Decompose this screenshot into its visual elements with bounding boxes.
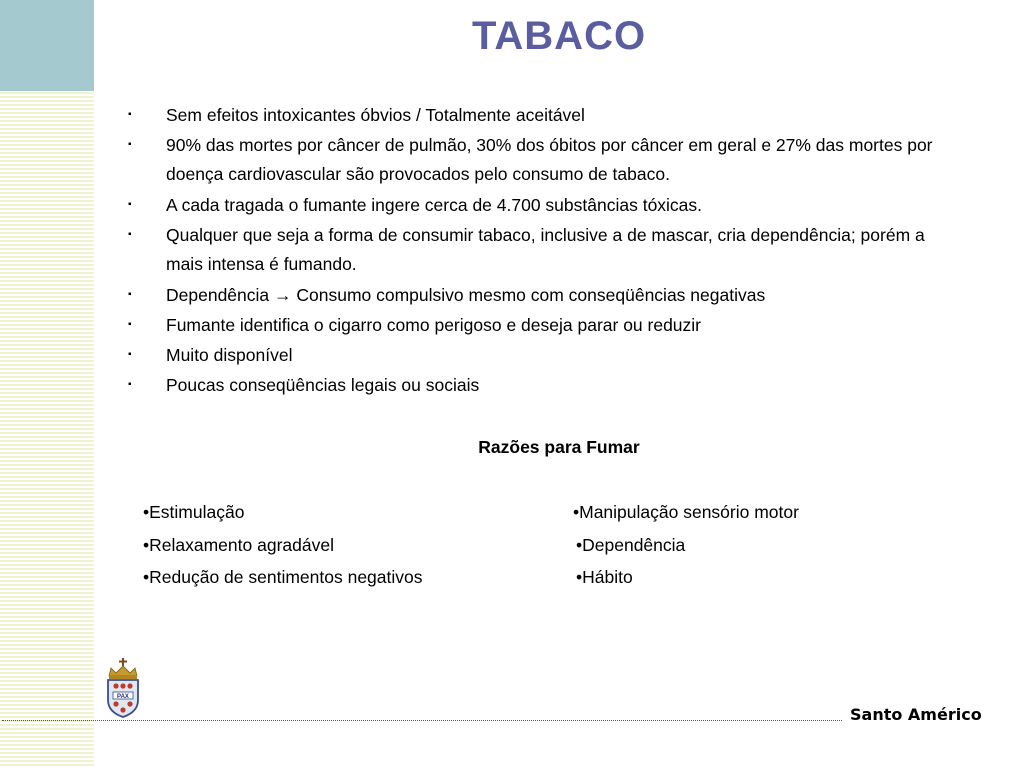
bullet-item [128, 281, 958, 309]
bullet-square-icon: ▪ [128, 229, 132, 240]
bullet-item [128, 191, 958, 219]
footer-dotted-rule [2, 720, 842, 721]
crest-motto: PAX [117, 694, 129, 700]
reasons-right-column [573, 500, 799, 598]
bullet-square-icon: ▪ [128, 289, 132, 300]
reason-item: •Relaxamento agradável [143, 534, 334, 555]
slide-title: TABACO [471, 14, 647, 58]
bullet-square-icon: ▪ [128, 379, 132, 390]
bullet-list [128, 101, 958, 401]
bullet-square-icon: ▪ [128, 109, 132, 120]
bullet-item [128, 131, 958, 189]
bullet-text: Dependência → Consumo compulsivo mesmo com conseqüências negativas [166, 285, 766, 305]
bullet-square-icon: ▪ [128, 139, 132, 150]
reason-item: •Redução de sentimentos negativos [143, 567, 423, 587]
bullet-text: Poucas conseqüências legais ou sociais [166, 375, 480, 395]
reason-item: •Estimulação [143, 502, 245, 522]
bullet-text: Sem efeitos intoxicantes óbvios / Totalmente aceitável [166, 105, 585, 125]
bullet-text: 90% das mortes por câncer de pulmão, 30% dos óbitos por câncer em geral e 27% das mortes por doença cardiovascular são provocados pelo consumo de tabaco. [166, 135, 933, 184]
reason-item: •Manipulação sensório motor [573, 502, 799, 522]
bullet-text: Muito disponível [166, 345, 293, 365]
reasons-heading: Razões para Fumar [478, 437, 640, 457]
bullet-item [128, 341, 958, 369]
santo-americo-crest-icon [104, 658, 142, 718]
sidebar-stripe-decoration [0, 0, 94, 768]
bullet-square-icon: ▪ [128, 349, 132, 360]
bullet-item [128, 221, 958, 279]
bullet-text: Fumante identifica o cigarro como perigoso e deseja parar ou reduzir [166, 315, 702, 335]
reasons-left-column [143, 500, 423, 598]
bullet-square-icon: ▪ [128, 319, 132, 330]
reason-item: •Hábito [576, 567, 633, 587]
footer-brand: Santo Américo [850, 705, 982, 724]
bullet-text: A cada tragada o fumante ingere cerca de 4.700 substâncias tóxicas. [166, 195, 703, 215]
bullet-item [128, 101, 958, 129]
corner-accent-block [0, 0, 94, 91]
bullet-item [128, 311, 958, 339]
bullet-text: Qualquer que seja a forma de consumir tabaco, inclusive a de mascar, cria dependência; porém a mais intensa é fumando. [166, 225, 925, 274]
bullet-square-icon: ▪ [128, 199, 132, 210]
reason-item: •Dependência [576, 534, 686, 555]
bullet-item [128, 371, 958, 399]
